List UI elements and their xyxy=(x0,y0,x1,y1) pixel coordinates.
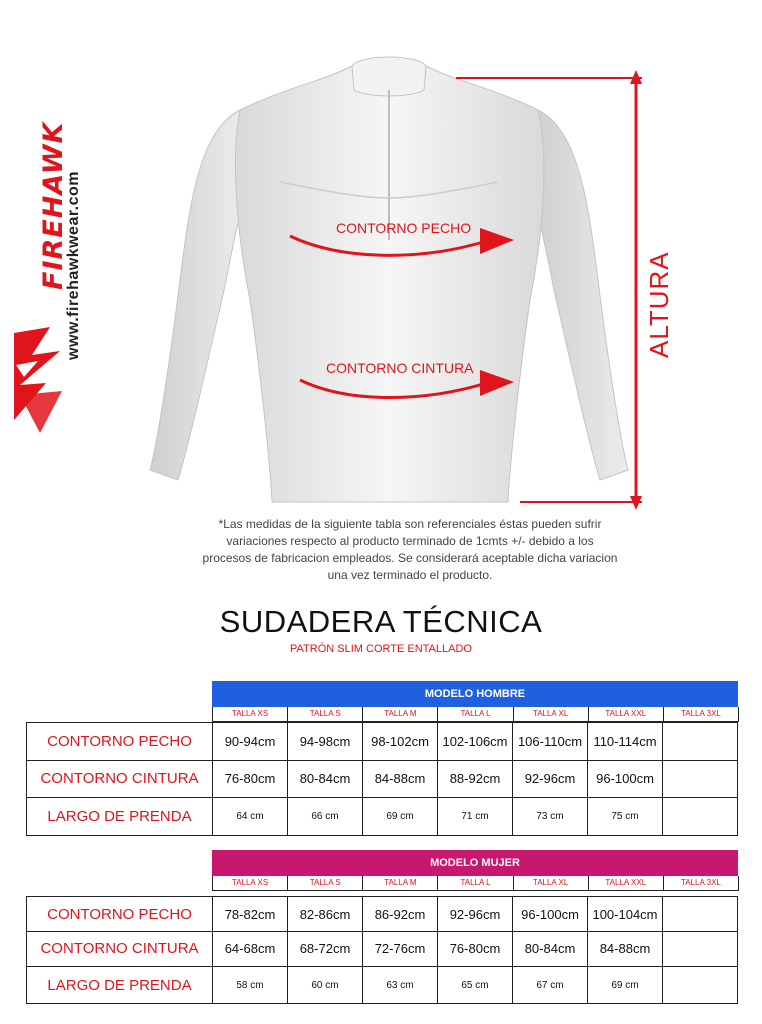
table-cell: 80-84cm xyxy=(513,931,588,966)
table-cell: 69 cm xyxy=(588,967,663,1003)
table-cell xyxy=(663,931,738,966)
table-cell: 67 cm xyxy=(513,967,588,1003)
size-header: TALLA XS xyxy=(213,707,288,721)
size-header: TALLA M xyxy=(363,707,438,721)
disclaimer-line: procesos de fabricacion empleados. Se considerará aceptable dicha variacion xyxy=(202,551,618,565)
table-cell: 71 cm xyxy=(438,798,513,835)
height-label: ALTURA xyxy=(644,251,674,358)
table-cell: 69 cm xyxy=(363,798,438,835)
size-header: TALLA L xyxy=(438,707,513,721)
disclaimer-line: *Las medidas de la siguiente tabla son referenciales éstas pueden sufrir xyxy=(218,517,602,531)
table-row xyxy=(26,967,738,1004)
table-cell: 92-96cm xyxy=(513,760,588,797)
row-label: CONTORNO CINTURA xyxy=(26,760,213,797)
shirt-drawing xyxy=(120,40,660,520)
row-label: LARGO DE PRENDA xyxy=(26,967,213,1003)
waist-label: CONTORNO CINTURA xyxy=(326,360,474,376)
table-cell: 90-94cm xyxy=(213,723,288,760)
disclaimer-line: variaciones respecto al producto terminado de 1cmts +/- debido a los xyxy=(226,534,594,548)
table-cell: 63 cm xyxy=(363,967,438,1003)
table-cell xyxy=(663,967,738,1003)
table-row xyxy=(26,760,738,798)
table-cell xyxy=(663,897,738,931)
table-cell: 92-96cm xyxy=(438,897,513,931)
size-header-row xyxy=(212,707,739,722)
table-cell: 64 cm xyxy=(213,798,288,835)
brand-url: www.firehawkwear.com xyxy=(65,170,82,360)
table-cell: 76-80cm xyxy=(213,760,288,797)
table-cell: 82-86cm xyxy=(288,897,363,931)
table-cell: 94-98cm xyxy=(288,723,363,760)
row-label: CONTORNO CINTURA xyxy=(26,931,213,966)
garment-illustration xyxy=(120,40,674,520)
table-cell: 86-92cm xyxy=(363,897,438,931)
table-cell xyxy=(663,760,738,797)
size-header: TALLA 3XL xyxy=(664,876,739,890)
page-title: SUDADERA TÉCNICA xyxy=(219,604,543,639)
size-header: TALLA XXL xyxy=(589,876,664,890)
table-cell: 75 cm xyxy=(588,798,663,835)
page-subtitle: PATRÓN SLIM CORTE ENTALLADO xyxy=(290,643,472,655)
table-row xyxy=(26,931,738,967)
table-cell: 110-114cm xyxy=(588,723,663,760)
table-cell: 96-100cm xyxy=(588,760,663,797)
brand-name: FIREHAWK xyxy=(38,121,69,290)
size-table-women xyxy=(26,850,738,1010)
table-cell: 98-102cm xyxy=(363,723,438,760)
table-cell: 73 cm xyxy=(513,798,588,835)
disclaimer-line: una vez terminado el producto. xyxy=(327,568,493,582)
table-cell: 84-88cm xyxy=(363,760,438,797)
size-table-men xyxy=(26,681,738,841)
table-cell: 84-88cm xyxy=(588,931,663,966)
table-row xyxy=(26,798,738,836)
table-cell: 106-110cm xyxy=(513,723,588,760)
size-header: TALLA XL xyxy=(514,876,589,890)
table-cell: 102-106cm xyxy=(438,723,513,760)
size-header: TALLA XS xyxy=(213,876,288,890)
table-cell: 64-68cm xyxy=(213,931,288,966)
size-header: TALLA S xyxy=(288,707,363,721)
table-cell: 72-76cm xyxy=(363,931,438,966)
table-cell xyxy=(663,798,738,835)
size-header: TALLA S xyxy=(288,876,363,890)
table-cell: 60 cm xyxy=(288,967,363,1003)
table-cell: 100-104cm xyxy=(588,897,663,931)
table-cell: 58 cm xyxy=(213,967,288,1003)
table-cell: 65 cm xyxy=(438,967,513,1003)
table-cell: 96-100cm xyxy=(513,897,588,931)
brand-logo xyxy=(8,40,82,440)
table-row xyxy=(26,722,738,761)
table-cell: 76-80cm xyxy=(438,931,513,966)
table-cell: 78-82cm xyxy=(213,897,288,931)
size-header-row xyxy=(212,876,739,891)
table-cell: 80-84cm xyxy=(288,760,363,797)
size-header: TALLA XL xyxy=(514,707,589,721)
row-label: LARGO DE PRENDA xyxy=(26,798,213,835)
disclaimer-text xyxy=(180,516,640,584)
table-cell: 66 cm xyxy=(288,798,363,835)
table-row xyxy=(26,896,738,932)
hawk-logo-icon xyxy=(10,325,70,440)
table-cell: 88-92cm xyxy=(438,760,513,797)
size-header: TALLA XXL xyxy=(589,707,664,721)
row-label: CONTORNO PECHO xyxy=(26,723,213,760)
table-cell xyxy=(663,723,738,760)
chest-label: CONTORNO PECHO xyxy=(336,220,472,236)
size-header: TALLA M xyxy=(363,876,438,890)
table-cell: 68-72cm xyxy=(288,931,363,966)
size-header: TALLA L xyxy=(438,876,513,890)
size-header: TALLA 3XL xyxy=(664,707,739,721)
row-label: CONTORNO PECHO xyxy=(26,897,213,931)
table-header: MODELO MUJER xyxy=(212,850,738,876)
table-header: MODELO HOMBRE xyxy=(212,681,738,707)
